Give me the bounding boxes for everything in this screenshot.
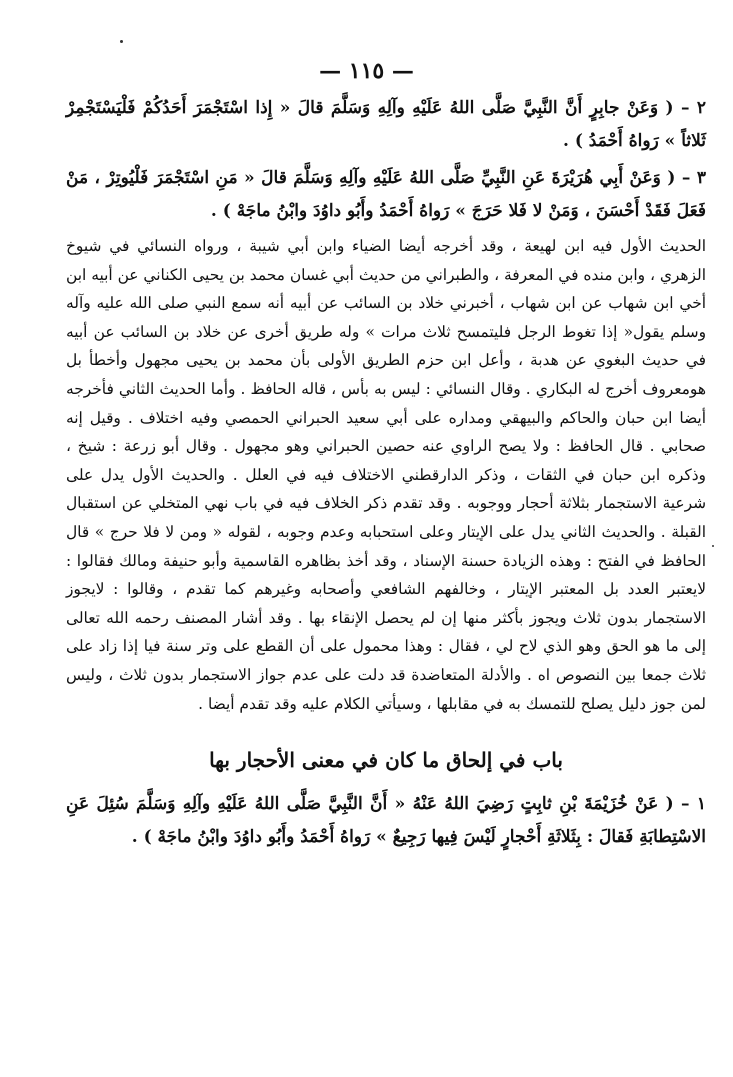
- ink-speck: [120, 40, 123, 43]
- ink-speck: [712, 545, 714, 547]
- hadith-3: ٣ – ( وَعَنْ أَبِي هُرَيْرَةَ عَنِ النَّبِيِّ صَلَّى اللهُ عَلَيْهِ وآلِهِ وَسَلَّمَ قالَ « مَنِ اسْتَجْمَرَ فَلْيُوتِرْ ، مَنْ فَعَلَ فَقَدْ أَحْسَنَ ، وَمَنْ لا فَلا حَرَجَ » رَواهُ أَحْمَدُ وأَبُو داوُدَ وابْنُ ماجَهْ ) .: [66, 168, 706, 221]
- commentary-paragraph: الحديث الأول فيه ابن لهيعة ، وقد أخرجه أيضا الضياء وابن أبي شيبة ، ورواه النسائي في شيوخ الزهري ، وابن منده في المعرفة ، والطبراني من حديث أبي غسان محمد بن يحيى الكناني عن أبيه ابن أخي ابن شهاب عن ابن شهاب ، أخبرني خلاد بن السائب عن أبيه أنه سمع النبي صلى الله عليه وآله وسلم يقول« إذا تغوط الرجل فليتمسح ثلاث مرات » وله طريق أخرى عن خلاد بن السائب عن أبيه في حديث البغوي عن هدبة ، وأعل ابن حزم الطريق الأولى بأن محمد بن يحيى مجهول وأخطأ بل هومعروف أخرج له البكاري . وقال النسائي : ليس به بأس ، قاله الحافظ . وأما الحديث الثاني فأخرجه أيضا ابن حبان والحاكم والبيهقي ومداره على أبي سعيد الحبراني الحمصي وفيه اختلاف . وقيل إنه صحابي . قال الحافظ : ولا يصح الراوي عنه حصين الحبراني وهو مجهول . وقال أبو زرعة : شيخ ، وذكره ابن حبان في الثقات ، وذكر الدارقطني الاختلاف فيه في العلل . والحديث الأول يدل على شرعية الاستجمار بثلاثة أحجار ووجوبه . وقد تقدم ذكر الخلاف فيه في باب نهي المتخلي عن استقبال القبلة . والحديث الثاني يدل على الإيتار وعلى استحبابه وعدم وجوبه ، لقوله « ومن لا فلا حرج » قال الحافظ في الفتح : وهذه الزيادة حسنة الإسناد ، وقد أخذ بظاهره القاسمية وأبو حنيفة ومالك فقالوا : لايعتبر العدد بل المعتبر الإيتار ، وخالفهم الشافعي وأصحابه وغيرهم كما تقدم ، وقالوا : لايجوز الاستجمار بدون ثلاث ويجوز بأكثر منها إن لم يحصل الإنقاء بها . وقد أشار المصنف رحمه الله تعالى إلى ما هو الحق وهو الذي لاح لي ، فقال : وهذا محمول على أن القطع على وتر سنة فيا إذا زاد على ثلاث جمعا بين النصوص اه . والأدلة المتعاضدة قد دلت على عدم جواز الاستجمار بدون ثلاث ، وليس لمن جوز دليل يصلح للتمسك به في مقابلها ، وسيأتي الكلام عليه وقد تقدم أيضا .: [66, 237, 706, 713]
- hadith-1: ١ – ( عَنْ خُزَيْمَةَ بْنِ ثابِتٍ رَضِيَ اللهُ عَنْهُ « أَنَّ النَّبِيَّ صَلَّى اللهُ عَلَيْهِ وآلِهِ وَسَلَّمَ سُئِلَ عَنِ الاسْتِطابَةِ فَقالَ : بِثَلاثَةِ أَحْجارٍ لَيْسَ فِيها رَجِيعٌ » رَواهُ أَحْمَدُ وأَبُو داوُدَ وابْنُ ماجَهْ ) .: [66, 794, 706, 848]
- chapter-title: باب في إلحاق ما كان في معنى الأحجار بها: [209, 748, 563, 773]
- hadith-2: ٢ – ( وَعَنْ جابِرٍ أَنَّ النَّبِيَّ صَلَّى اللهُ عَلَيْهِ وآلِهِ وَسَلَّمَ قالَ « إِذا اسْتَجْمَرَ أَحَدُكُمْ فَلْيَسْتَجْمِرْ ثَلاثاً » رَواهُ أَحْمَدُ ) .: [66, 98, 706, 151]
- page-number: — ١١٥ —: [319, 58, 414, 84]
- page-content: [66, 92, 706, 858]
